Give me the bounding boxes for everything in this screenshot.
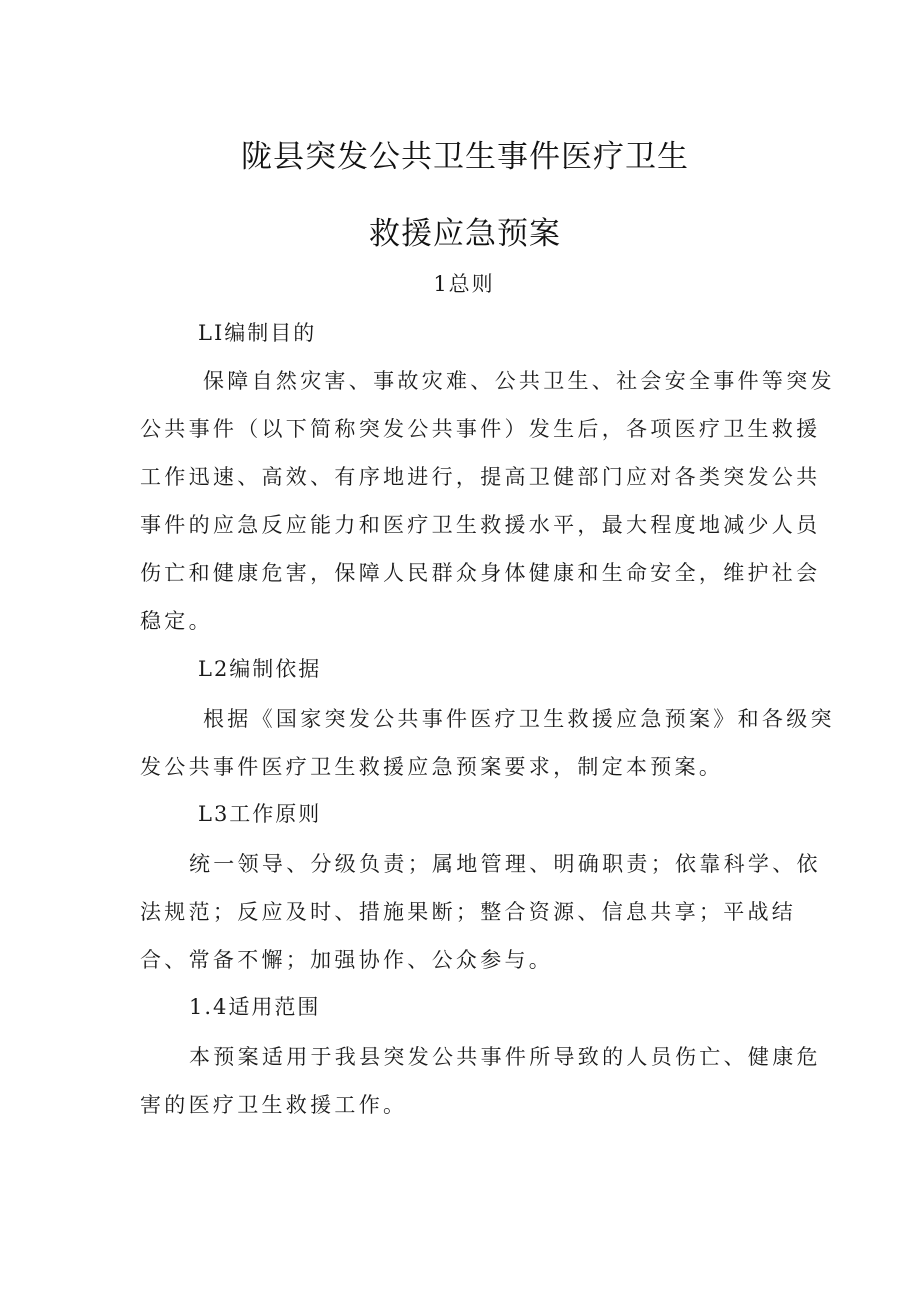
paragraph-line: 合、常备不懈；加强协作、公众参与。 bbox=[140, 948, 554, 972]
section-heading-basis: L2编制依据 bbox=[198, 657, 322, 681]
paragraph-line: 事件的应急反应能力和医疗卫生救援水平，最大程度地减少人员 bbox=[140, 513, 821, 537]
paragraph-line: 本预案适用于我县突发公共事件所导致的人员伤亡、健康危 bbox=[189, 1045, 821, 1069]
section-heading-purpose: LI编制目的 bbox=[198, 321, 317, 345]
paragraph-line: 根据《国家突发公共事件医疗卫生救援应急预案》和各级突 bbox=[203, 707, 835, 731]
paragraph-line: 工作迅速、高效、有序地进行，提高卫健部门应对各类突发公共 bbox=[140, 465, 821, 489]
paragraph-line: 保障自然灾害、事故灾难、公共卫生、社会安全事件等突发 bbox=[203, 369, 835, 393]
section-heading-scope: 1.4适用范围 bbox=[189, 995, 321, 1019]
paragraph-line: 害的医疗卫生救援工作。 bbox=[140, 1093, 408, 1117]
section-heading-principles: L3工作原则 bbox=[198, 802, 322, 826]
paragraph-line: 公共事件（以下简称突发公共事件）发生后，各项医疗卫生救援 bbox=[140, 417, 821, 441]
paragraph-line: 伤亡和健康危害，保障人民群众身体健康和生命安全，维护社会 bbox=[140, 561, 821, 585]
document-title-line-1: 陇县突发公共卫生事件医疗卫生 bbox=[241, 139, 689, 175]
paragraph-line: 稳定。 bbox=[140, 609, 213, 633]
paragraph-line: 发公共事件医疗卫生救援应急预案要求，制定本预案。 bbox=[140, 755, 724, 779]
chapter-heading: 1总则 bbox=[433, 272, 495, 296]
paragraph-line: 统一领导、分级负责；属地管理、明确职责；依靠科学、依 bbox=[189, 852, 821, 876]
paragraph-line: 法规范；反应及时、措施果断；整合资源、信息共享；平战结 bbox=[140, 900, 797, 924]
document-title-line-2: 救援应急预案 bbox=[369, 216, 561, 252]
